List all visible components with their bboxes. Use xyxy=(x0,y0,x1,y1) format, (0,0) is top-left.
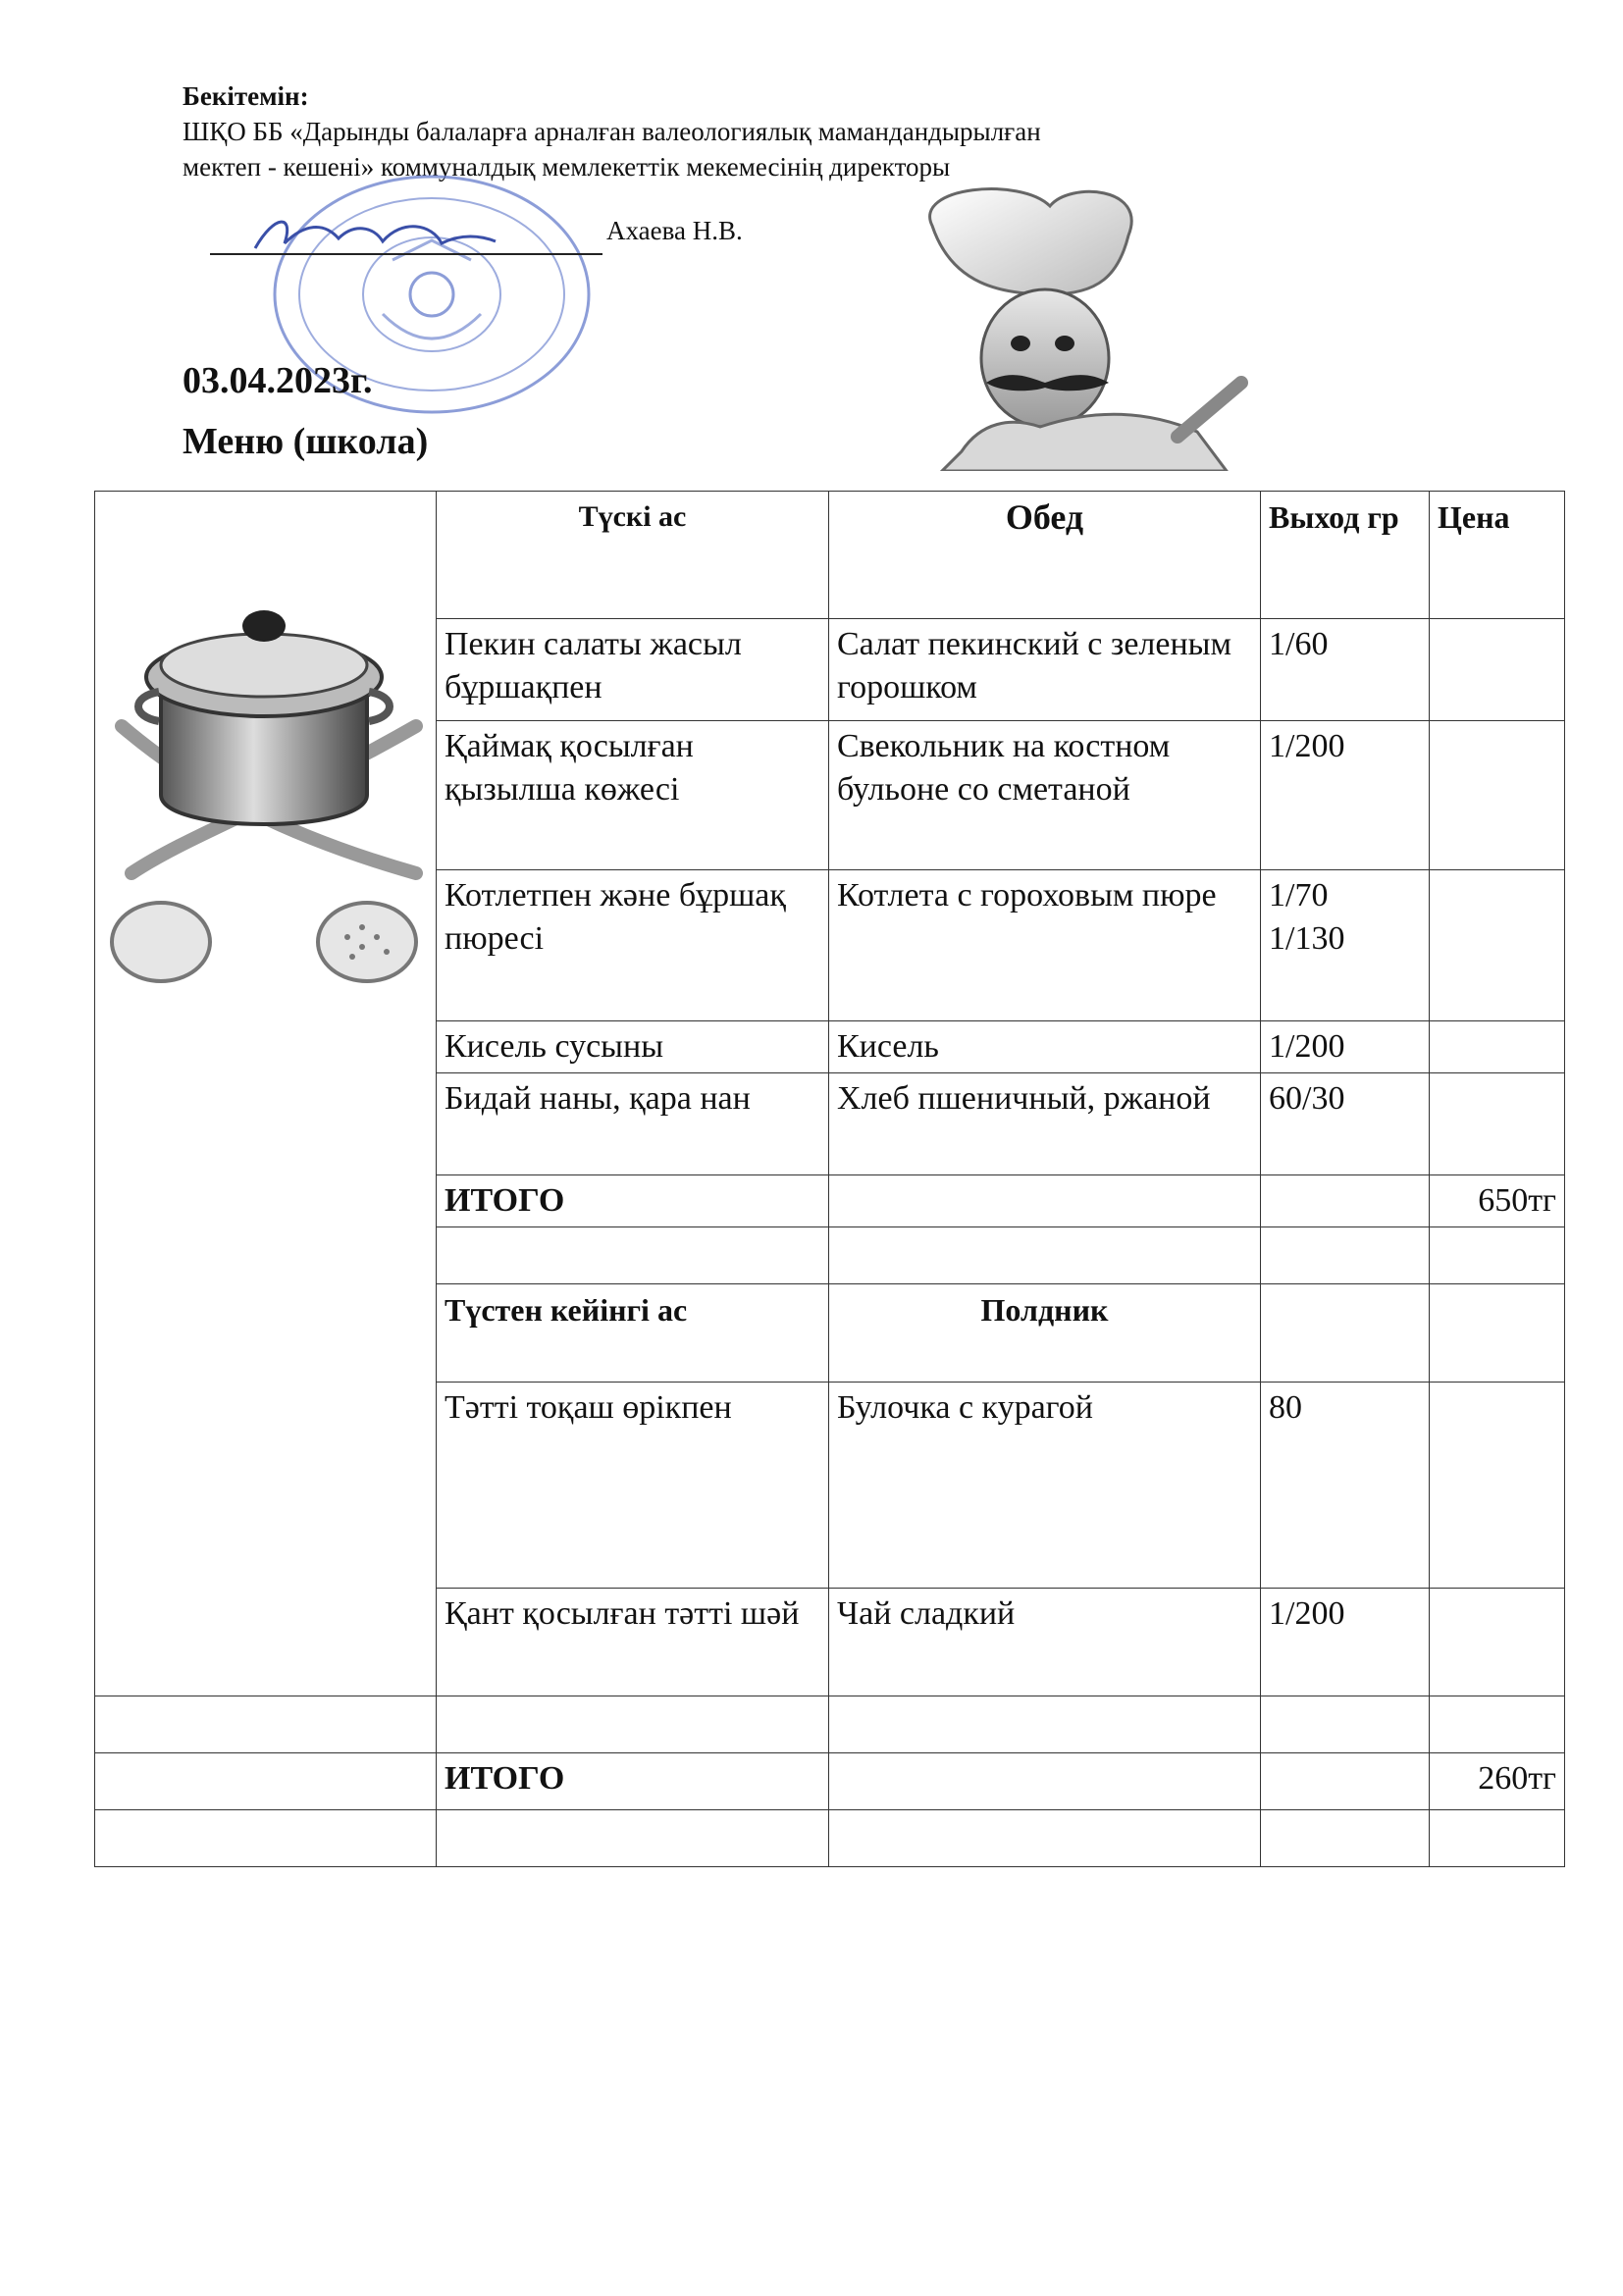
dish-ru: Салат пекинский с зеленым горошком xyxy=(829,619,1261,721)
total-label: ИТОГО xyxy=(437,1753,829,1810)
approval-label: Бекітемін: xyxy=(183,81,309,111)
lunch-header-kz: Түскі ас xyxy=(437,492,829,619)
director-name: Ахаева Н.В. xyxy=(606,216,743,245)
snack-header-ru: Полдник xyxy=(829,1284,1261,1383)
menu-title: Меню (школа) xyxy=(183,421,429,462)
empty-cell xyxy=(437,1810,829,1867)
empty-row xyxy=(95,1696,1565,1753)
dish-kz: Кисель сусыны xyxy=(437,1021,829,1073)
dish-output: 80 xyxy=(1261,1383,1430,1589)
empty-cell xyxy=(1430,1284,1565,1383)
empty-cell xyxy=(1261,1810,1430,1867)
empty-cell xyxy=(95,1696,437,1753)
signature-line xyxy=(210,253,602,255)
dish-output: 1/200 xyxy=(1261,1021,1430,1073)
empty-cell xyxy=(829,1810,1261,1867)
dish-price xyxy=(1430,1073,1565,1175)
empty-cell xyxy=(1261,1284,1430,1383)
empty-cell xyxy=(1261,1696,1430,1753)
empty-cell xyxy=(829,1175,1261,1227)
menu-date: 03.04.2023г. xyxy=(183,360,373,401)
dish-output: 1/200 xyxy=(1261,721,1430,870)
empty-cell xyxy=(1261,1753,1430,1810)
dish-output: 60/30 xyxy=(1261,1073,1430,1175)
dish-output: 1/200 xyxy=(1261,1589,1430,1696)
snack-total-row xyxy=(95,1753,1565,1810)
empty-cell xyxy=(1430,1696,1565,1753)
empty-cell xyxy=(1261,1227,1430,1284)
empty-cell xyxy=(829,1227,1261,1284)
dish-kz: Тәтті тоқаш өрікпен xyxy=(437,1383,829,1589)
approval-line-1: ШҚО ББ «Дарынды балаларға арналған валеологиялық мамандандырылған xyxy=(183,117,1041,146)
total-price: 260тг xyxy=(1430,1753,1565,1810)
empty-cell xyxy=(1430,1810,1565,1867)
dish-ru: Котлета с гороховым пюре xyxy=(829,870,1261,1021)
dish-ru: Чай сладкий xyxy=(829,1589,1261,1696)
header-price: Цена xyxy=(1430,492,1565,619)
total-label: ИТОГО xyxy=(437,1175,829,1227)
chef-illustration xyxy=(903,186,1256,471)
lunch-header-row xyxy=(95,492,1565,619)
header-output: Выход гр xyxy=(1261,492,1430,619)
empty-row xyxy=(95,1810,1565,1867)
dish-kz: Қант қосылған тәтті шәй xyxy=(437,1589,829,1696)
dish-price xyxy=(1430,870,1565,1021)
empty-cell xyxy=(95,1810,437,1867)
empty-cell xyxy=(1261,1175,1430,1227)
dish-ru: Свекольник на костном бульоне со сметаной xyxy=(829,721,1261,870)
dish-kz: Қаймақ қосылған қызылша көжесі xyxy=(437,721,829,870)
dish-kz: Пекин салаты жасыл бұршақпен xyxy=(437,619,829,721)
empty-cell xyxy=(437,1227,829,1284)
dish-price xyxy=(1430,1383,1565,1589)
dish-kz: Бидай наны, қара нан xyxy=(437,1073,829,1175)
dish-price xyxy=(1430,1589,1565,1696)
dish-price xyxy=(1430,619,1565,721)
empty-cell xyxy=(1430,1227,1565,1284)
lunch-header-ru: Обед xyxy=(829,492,1261,619)
dish-ru: Булочка с курагой xyxy=(829,1383,1261,1589)
snack-header-kz: Түстен кейінгі ас xyxy=(437,1284,829,1383)
total-price: 650тг xyxy=(1430,1175,1565,1227)
empty-cell xyxy=(437,1696,829,1753)
dish-ru: Хлеб пшеничный, ржаной xyxy=(829,1073,1261,1175)
dish-ru: Кисель xyxy=(829,1021,1261,1073)
dish-price xyxy=(1430,1021,1565,1073)
dish-kz: Котлетпен және бұршақ пюресі xyxy=(437,870,829,1021)
empty-cell xyxy=(95,1753,437,1810)
empty-cell xyxy=(829,1753,1261,1810)
illustration-cell xyxy=(95,492,437,1696)
dish-price xyxy=(1430,721,1565,870)
menu-table xyxy=(94,491,1565,1867)
empty-cell xyxy=(829,1696,1261,1753)
dish-output: 1/60 xyxy=(1261,619,1430,721)
approval-line-2: мектеп - кешені» коммуналдық мемлекеттік мекемесінің директоры xyxy=(183,152,951,182)
dish-output: 1/70 1/130 xyxy=(1261,870,1430,1021)
